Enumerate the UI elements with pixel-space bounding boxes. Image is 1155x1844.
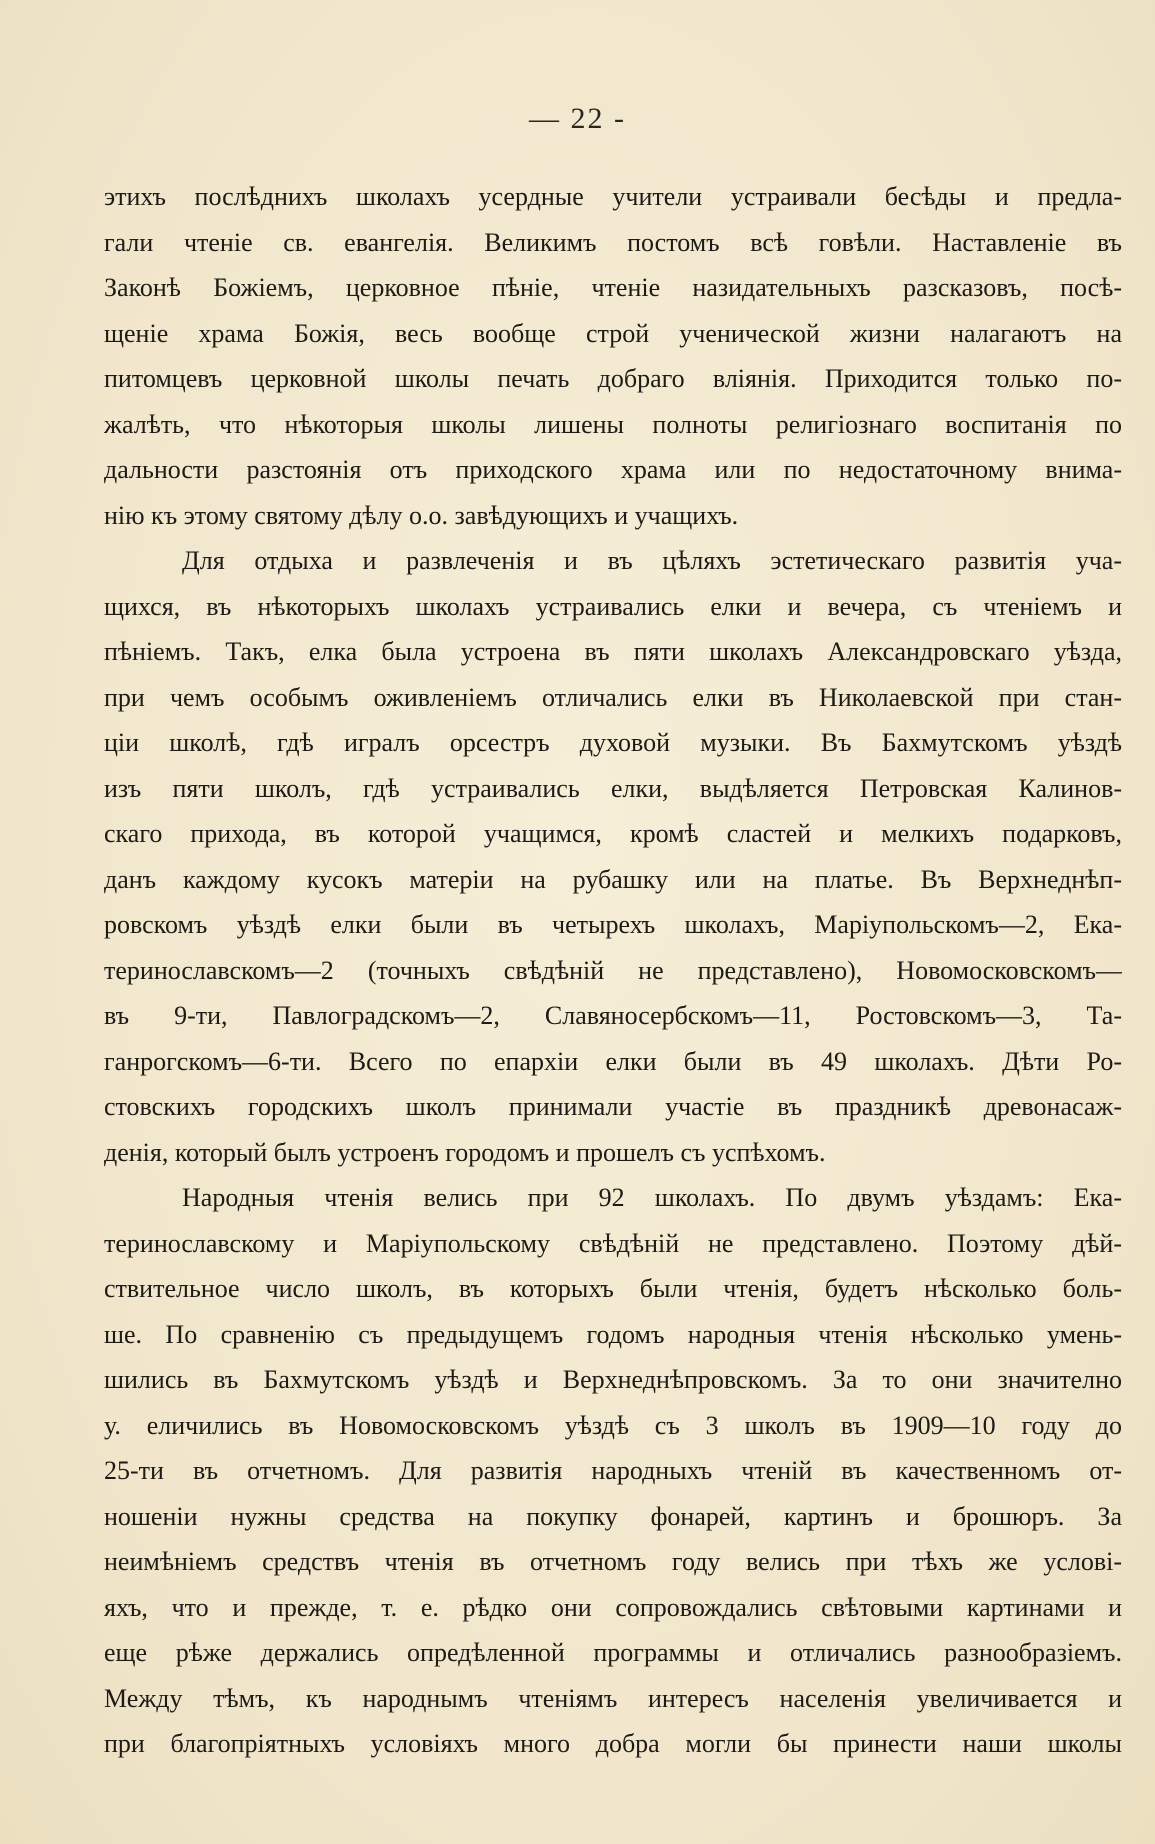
text-line: въ 9-ти, Павлоградскомъ—2, Славяносербскомъ—11, Ростовскомъ—3, Та- <box>104 1001 1122 1030</box>
text-line: теринославскому и Маріупольскому свѣдѣній не представлено. Поэтому дѣй- <box>104 1228 1122 1258</box>
text-line: этихъ послѣднихъ школахъ усердные учители устраивали бесѣды и предла- <box>104 182 1122 211</box>
text-line: у. еличились въ Новомосковскомъ уѣздѣ съ 3 школъ въ 1909—10 году до <box>104 1410 1122 1440</box>
text-line: теринославскомъ—2 (точныхъ свѣдѣній не представлено), Новомосковскомъ— <box>104 955 1122 985</box>
text-line: ціи школѣ, гдѣ игралъ орсестръ духовой музыки. Въ Бахмутскомъ уѣздѣ <box>104 728 1122 757</box>
text-line: Для отдыха и развлеченія и въ цѣляхъ эстетическаго развитія уча- <box>182 546 1122 575</box>
body-text <box>104 174 1122 1767</box>
text-line: яхъ, что и прежде, т. е. рѣдко они сопровождались свѣтовыми картинами и <box>104 1592 1122 1622</box>
text-line: Между тѣмъ, къ народнымъ чтеніямъ интересъ населенія увеличивается и <box>104 1683 1122 1713</box>
text-line: ствительное число школъ, въ которыхъ были чтенія, будетъ нѣсколько боль- <box>104 1274 1122 1303</box>
text-line: нію къ этому святому дѣлу о.о. завѣдующихъ и учащихъ. <box>104 500 739 530</box>
text-line: Законѣ Божіемъ, церковное пѣніе, чтеніе назидательныхъ разсказовъ, посѣ- <box>104 273 1122 302</box>
text-line: еще рѣже держались опредѣленной программы и отличались разнообразіемъ. <box>104 1638 1122 1667</box>
text-line: данъ каждому кусокъ матеріи на рубашку или на платье. Въ Верхнеднѣп- <box>104 864 1122 894</box>
text-line: ше. По сравненію съ предыдущемъ годомъ народныя чтенія нѣсколько умень- <box>104 1319 1122 1349</box>
text-line: при чемъ особымъ оживленіемъ отличались елки въ Николаевской при стан- <box>104 682 1122 712</box>
text-line: неимѣніемъ средствъ чтенія въ отчетномъ году велись при тѣхъ же услові- <box>104 1547 1122 1576</box>
text-line: 25-ти въ отчетномъ. Для развитія народныхъ чтеній въ качественномъ от- <box>104 1456 1122 1485</box>
text-line: гали чтеніе св. евангелія. Великимъ постомъ всѣ говѣли. Наставленіе въ <box>104 227 1122 257</box>
text-line: жалѣть, что нѣкоторыя школы лишены полноты религіознаго воспитанія по <box>104 409 1122 439</box>
paragraph-3 <box>104 1175 1122 1767</box>
text-line: пѣніемъ. Такъ, елка была устроена въ пяти школахъ Александровскаго уѣзда, <box>104 637 1122 666</box>
text-line: ношеніи нужны средства на покупку фонарей, картинъ и брошюръ. За <box>104 1501 1122 1531</box>
text-line: ровскомъ уѣздѣ елки были въ четырехъ школахъ, Маріупольскомъ—2, Ека- <box>104 910 1122 939</box>
paragraph-1 <box>104 174 1122 538</box>
text-line: скаго прихода, въ которой учащимся, кромѣ сластей и мелкихъ подарковъ, <box>104 819 1122 848</box>
text-line: шились въ Бахмутскомъ уѣздѣ и Верхнеднѣпровскомъ. За то они значително <box>104 1365 1122 1394</box>
text-line: стовскихъ городскихъ школъ принимали участіе въ праздникѣ древонасаж- <box>104 1092 1122 1121</box>
text-line: питомцевъ церковной школы печать добраго вліянія. Приходится только по- <box>104 364 1122 393</box>
text-line: Народныя чтенія велись при 92 школахъ. По двумъ уѣздамъ: Ека- <box>182 1183 1122 1212</box>
page-number: — 22 - <box>529 102 626 135</box>
text-line: денія, который былъ устроенъ городомъ и прошелъ съ успѣхомъ. <box>104 1137 826 1167</box>
text-line: при благопріятныхъ условіяхъ много добра могли бы принести наши школы <box>104 1729 1122 1758</box>
text-line: изъ пяти школъ, гдѣ устраивались елки, выдѣляется Петровская Калинов- <box>104 773 1122 803</box>
text-line: щеніе храма Божія, весь вообще строй ученической жизни налагаютъ на <box>104 318 1122 348</box>
text-line: ганрогскомъ—6-ти. Всего по епархіи елки были въ 49 школахъ. Дѣти Ро- <box>104 1046 1122 1076</box>
text-line: дальности разстоянія отъ приходского храма или по недостаточному внима- <box>104 455 1122 484</box>
paragraph-2 <box>104 538 1122 1175</box>
text-line: щихся, въ нѣкоторыхъ школахъ устраивались елки и вечера, съ чтеніемъ и <box>104 591 1122 621</box>
